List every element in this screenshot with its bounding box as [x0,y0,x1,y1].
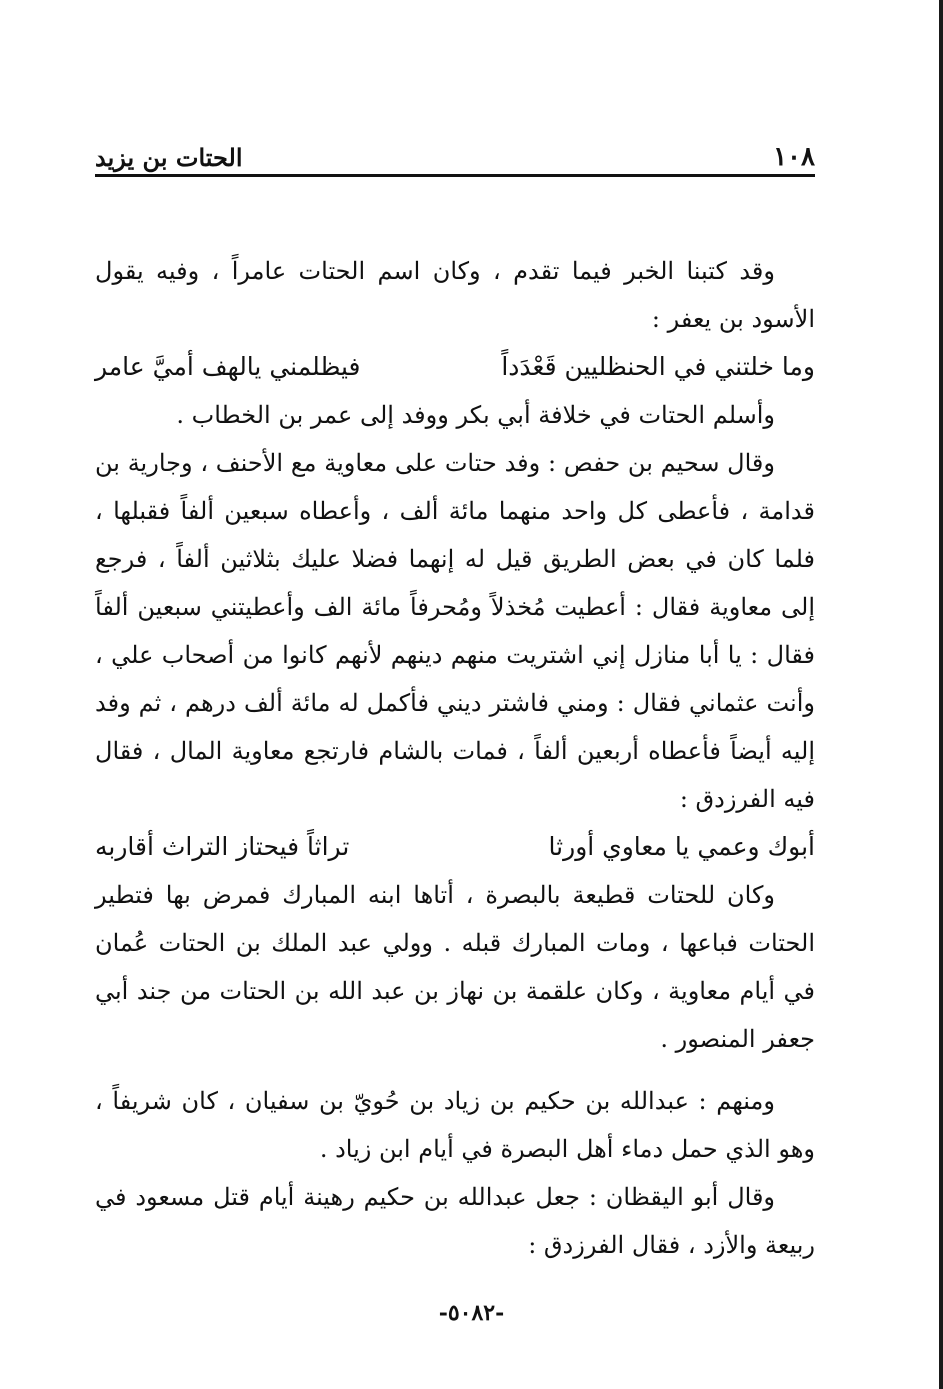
paragraph-2: وأسلم الحتات في خلافة أبي بكر ووفد إلى عمر بن الخطاب . [176,401,775,429]
scan-edge [939,0,943,1389]
page-number: ١٠٨ [773,142,815,172]
verse-2-first-hemistich: أبوك وعمي يا معاوي أورثا [548,832,815,861]
verse-2-second-hemistich: تراثاً فيحتاز التراث أقاربه [95,832,350,861]
body-text [95,247,815,1269]
book-page [95,130,815,1269]
paragraph-1: وقد كتبنا الخبر فيما تقدم ، وكان اسم الحتات عامراً ، وفيه يقول الأسود بن يعفر : [95,257,815,333]
folio-number: -٥٠٨٢- [438,1300,505,1326]
paragraph-5: ومنهم : عبدالله بن حكيم بن زياد بن حُويّ بن سفيان ، كان شريفاً ، وهو الذي حمل دماء أهل البصرة في أيام ابن زياد . [95,1087,815,1163]
verse-1 [95,343,815,391]
page-header [95,130,815,172]
paragraph-6: وقال أبو اليقظان : جعل عبدالله بن حكيم رهينة أيام قتل مسعود في ربيعة والأزد ، فقال الفرزدق : [95,1183,815,1259]
header-rule [95,174,815,177]
paragraph-4: وكان للحتات قطيعة بالبصرة ، أتاها ابنه المبارك فمرض بها فتطير الحتات فباعها ، ومات المبارك قبله . وولي عبد الملك بن الحتات عُمان في أيام معاوية ، وكان علقمة بن نهاز بن عبد الله بن الحتات من جند أبي جعفر المنصور . [95,881,815,1053]
paragraph-gap [95,1063,815,1077]
verse-1-first-hemistich: وما خلتني في الحنظليين قَعْدَداً [501,352,815,381]
verse-2 [95,823,815,871]
paragraph-3: وقال سحيم بن حفص : وفد حتات على معاوية مع الأحنف ، وجارية بن قدامة ، فأعطى كل واحد منهما مائة ألف ، وأعطاه سبعين ألفاً فقبلها ، فلما كان في بعض الطريق قيل له إنهما فضلا عليك بثلاثين ألفاً ، فرجع إلى معاوية فقال : أعطيت مُخذلاً ومُحرفاً مائة الف وأعطيتني سبعين ألفاً فقال : يا أبا منازل إني اشتريت منهم دينهم لأنهم كانوا من أصحاب علي ، وأنت عثماني فقال : ومني فاشتر ديني فأكمل له مائة ألف درهم ، ثم وفد إليه أيضاً فأعطاه أربعين ألفاً ، فمات بالشام فارتجع معاوية المال ، فقال فيه الفرزدق : [95,449,816,813]
running-title: الحتات بن يزيد [95,143,243,172]
verse-1-second-hemistich: فيظلمني يالهف أميَّ عامر [95,352,361,381]
